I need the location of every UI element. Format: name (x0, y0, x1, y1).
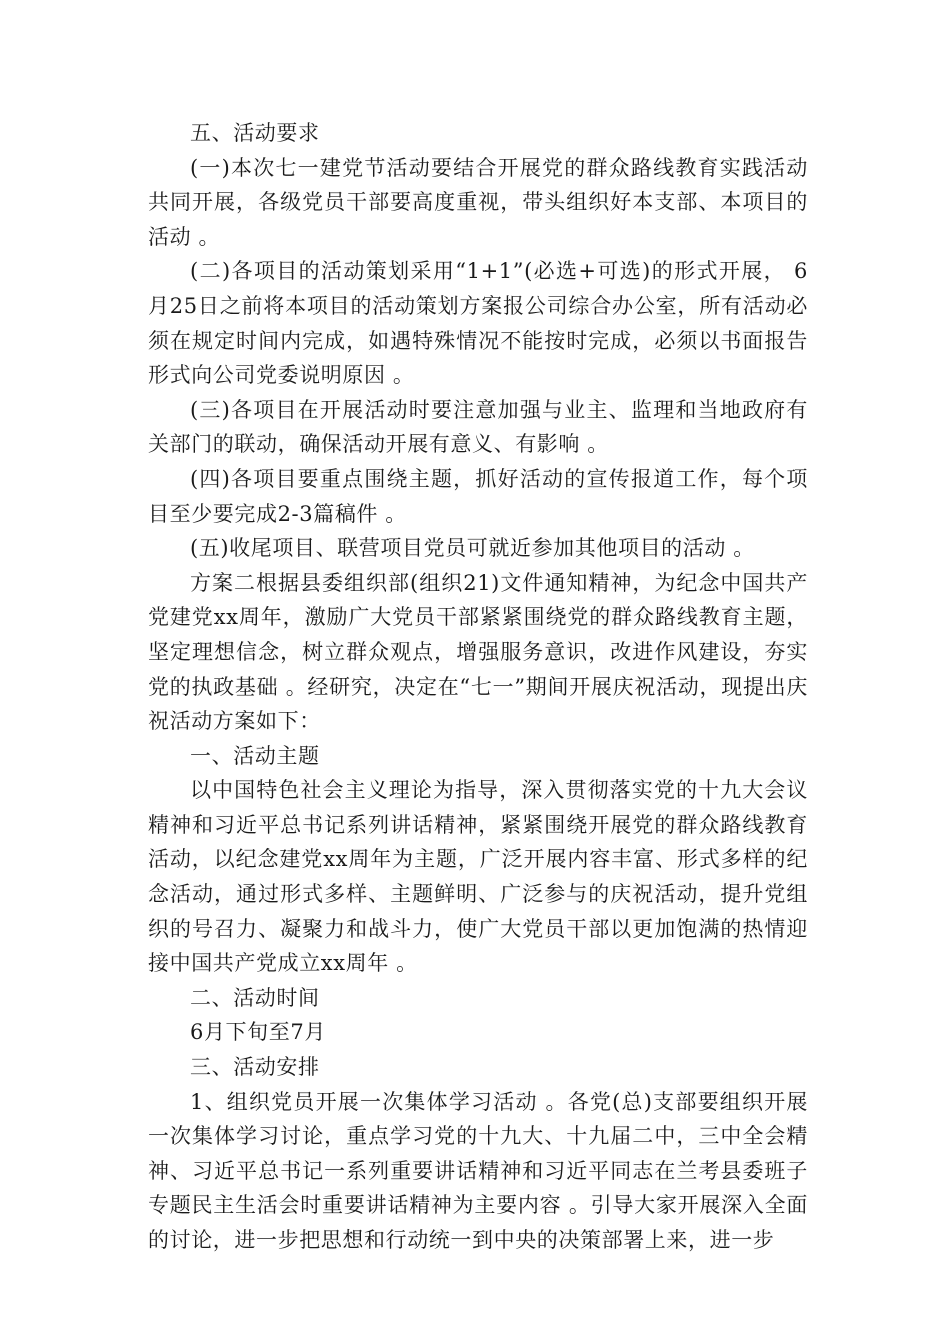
requirement-item-3: (三)各项目在开展活动时要注意加强与业主、监理和当地政府有关部门的联动，确保活动开展有意义、有影响 。 (148, 397, 808, 457)
theme-paragraph: 以中国特色社会主义理论为指导，深入贯彻落实党的十九大会议精神和习近平总书记系列讲话精神，紧紧围绕开展党的群众路线教育活动，以纪念建党xx周年为主题，广泛开展内容丰富、形式多样的纪念活动，通过形式多样、主题鲜明、广泛参与的庆祝活动，提升党组织的号召力、凝聚力和战斗力，使广大党员干部以更加饱满的热情迎接中国共产党成立xx周年 。 (148, 778, 808, 976)
section-heading-theme: 一、活动主题 (190, 743, 320, 768)
arrangement-item-1: 1、组织党员开展一次集体学习活动 。各党(总)支部要组织开展一次集体学习讨论，重点学习党的十九大、十九届二中，三中全会精神、习近平总书记一系列重要讲话精神和习近平同志在兰考县委班子专题民主生活会时重要讲话精神为主要内容 。引导大家开展深入全面的讨论，进一步把思想和行动统一到中央的决策部署上来，进一步 (148, 1089, 808, 1252)
section-heading-time: 二、活动时间 (190, 985, 320, 1010)
time-paragraph: 6月下旬至7月 (190, 1020, 326, 1045)
requirement-item-1: (一)本次七一建党节活动要结合开展党的群众路线教育实践活动共同开展，各级党员干部要高度重视，带头组织好本支部、本项目的活动 。 (148, 155, 808, 249)
requirement-item-4: (四)各项目要重点围绕主题，抓好活动的宣传报道工作，每个项目至少要完成2-3篇稿件 。 (148, 466, 808, 526)
section-heading-arrangement: 三、活动安排 (190, 1055, 320, 1080)
section-heading-requirements: 五、活动要求 (190, 121, 320, 145)
plan-two-intro: 方案二根据县委组织部(组织21)文件通知精神，为纪念中国共产党建党xx周年，激励广大党员干部紧紧围绕党的群众路线教育主题，坚定理想信念，树立群众观点，增强服务意识，改进作风建设，夯实党的执政基础 。经研究，决定在“七一”期间开展庆祝活动，现提出庆祝活动方案如下： (148, 570, 808, 734)
requirement-item-2: (二)各项目的活动策划采用“1+1”(必选+可选)的形式开展， 6月25日之前将本项目的活动策划方案报公司综合办公室，所有活动必须在规定时间内完成，如遇特殊情况不能按时完成，必须以书面报告形式向公司党委说明原因 。 (148, 259, 808, 388)
document-body (148, 116, 808, 1258)
requirement-item-5: (五)收尾项目、联营项目党员可就近参加其他项目的活动 。 (190, 536, 755, 561)
